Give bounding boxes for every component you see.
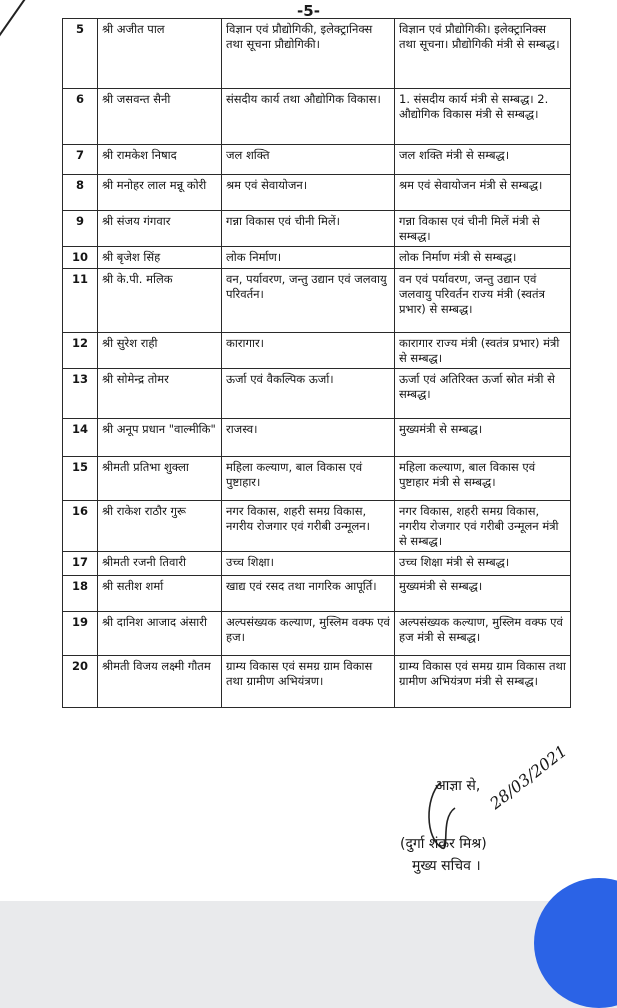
- minister-name-cell: श्रीमती रजनी तिवारी: [98, 552, 222, 576]
- minister-name-cell: श्रीमती विजय लक्ष्मी गौतम: [98, 656, 222, 708]
- table-row: [63, 247, 571, 269]
- table-row: [63, 552, 571, 576]
- attachment-remark-cell: अल्पसंख्यक कल्याण, मुस्लिम वक्फ एवं हज मंत्री से सम्बद्ध।: [395, 612, 571, 656]
- page-number: -5-: [297, 2, 320, 20]
- attachment-remark-cell: नगर विकास, शहरी समग्र विकास, नगरीय रोजगार एवं गरीबी उन्मूलन मंत्री से सम्बद्ध।: [395, 501, 571, 552]
- attachment-remark-cell: जल शक्ति मंत्री से सम्बद्ध।: [395, 145, 571, 175]
- attachment-remark-cell: 1. संसदीय कार्य मंत्री से सम्बद्ध। 2. औद्योगिक विकास मंत्री से सम्बद्ध।: [395, 89, 571, 145]
- department-cell: संसदीय कार्य तथा औद्योगिक विकास।: [222, 89, 395, 145]
- serial-number-cell: 14: [63, 419, 98, 457]
- minister-name-cell: श्री सतीश शर्मा: [98, 576, 222, 612]
- minister-name-cell: श्रीमती प्रतिभा शुक्ला: [98, 457, 222, 501]
- minister-name-cell: श्री सुरेश राही: [98, 333, 222, 369]
- serial-number-cell: 18: [63, 576, 98, 612]
- department-cell: कारागार।: [222, 333, 395, 369]
- minister-name-cell: श्री रामकेश निषाद: [98, 145, 222, 175]
- table-row: [63, 501, 571, 552]
- serial-number-cell: 16: [63, 501, 98, 552]
- attachment-remark-cell: श्रम एवं सेवायोजन मंत्री से सम्बद्ध।: [395, 175, 571, 211]
- attachment-remark-cell: ऊर्जा एवं अतिरिक्त ऊर्जा स्रोत मंत्री से सम्बद्ध।: [395, 369, 571, 419]
- serial-number-cell: 11: [63, 269, 98, 333]
- minister-name-cell: श्री के.पी. मलिक: [98, 269, 222, 333]
- serial-number-cell: 6: [63, 89, 98, 145]
- serial-number-cell: 7: [63, 145, 98, 175]
- department-cell: ग्राम्य विकास एवं समग्र ग्राम विकास तथा ग्रामीण अभियंत्रण।: [222, 656, 395, 708]
- attachment-remark-cell: लोक निर्माण मंत्री से सम्बद्ध।: [395, 247, 571, 269]
- attachment-remark-cell: उच्च शिक्षा मंत्री से सम्बद्ध।: [395, 552, 571, 576]
- serial-number-cell: 13: [63, 369, 98, 419]
- attachment-remark-cell: गन्ना विकास एवं चीनी मिलें मंत्री से सम्बद्ध।: [395, 211, 571, 247]
- attachment-remark-cell: मुख्यमंत्री से सम्बद्ध।: [395, 576, 571, 612]
- department-cell: खाद्य एवं रसद तथा नागरिक आपूर्ति।: [222, 576, 395, 612]
- table-row: [63, 333, 571, 369]
- serial-number-cell: 17: [63, 552, 98, 576]
- table-row: [63, 145, 571, 175]
- table-row: [63, 612, 571, 656]
- minister-name-cell: श्री जसवन्त सैनी: [98, 89, 222, 145]
- table-row: [63, 211, 571, 247]
- minister-name-cell: श्री दानिश आजाद अंसारी: [98, 612, 222, 656]
- department-cell: अल्पसंख्यक कल्याण, मुस्लिम वक्फ एवं हज।: [222, 612, 395, 656]
- serial-number-cell: 8: [63, 175, 98, 211]
- minister-attachment-table: [62, 18, 571, 708]
- serial-number-cell: 15: [63, 457, 98, 501]
- handwritten-date: 28/03/2021: [486, 741, 571, 813]
- minister-name-cell: श्री अजीत पाल: [98, 19, 222, 89]
- department-cell: ऊर्जा एवं वैकल्पिक ऊर्जा।: [222, 369, 395, 419]
- table-row: [63, 419, 571, 457]
- table-row: [63, 369, 571, 419]
- serial-number-cell: 20: [63, 656, 98, 708]
- signatory-name: (दुर्गा शंकर मिश्र): [400, 836, 487, 852]
- department-cell: महिला कल्याण, बाल विकास एवं पुष्टाहार।: [222, 457, 395, 501]
- department-cell: वन, पर्यावरण, जन्तु उद्यान एवं जलवायु परिवर्तन।: [222, 269, 395, 333]
- department-cell: नगर विकास, शहरी समग्र विकास, नगरीय रोजगार एवं गरीबी उन्मूलन।: [222, 501, 395, 552]
- table-row: [63, 175, 571, 211]
- serial-number-cell: 5: [63, 19, 98, 89]
- department-cell: विज्ञान एवं प्रौद्योगिकी, इलेक्ट्रानिक्स तथा सूचना प्रौद्योगिकी।: [222, 19, 395, 89]
- serial-number-cell: 9: [63, 211, 98, 247]
- department-cell: लोक निर्माण।: [222, 247, 395, 269]
- serial-number-cell: 19: [63, 612, 98, 656]
- attachment-remark-cell: ग्राम्य विकास एवं समग्र ग्राम विकास तथा ग्रामीण अभियंत्रण मंत्री से सम्बद्ध।: [395, 656, 571, 708]
- department-cell: श्रम एवं सेवायोजन।: [222, 175, 395, 211]
- minister-name-cell: श्री अनूप प्रधान "वाल्मीकि": [98, 419, 222, 457]
- table-row: [63, 576, 571, 612]
- signatory-designation: मुख्य सचिव ।: [412, 858, 481, 874]
- minister-name-cell: श्री संजय गंगवार: [98, 211, 222, 247]
- minister-name-cell: श्री सोमेन्द्र तोमर: [98, 369, 222, 419]
- table-row: [63, 19, 571, 89]
- attachment-remark-cell: वन एवं पर्यावरण, जन्तु उद्यान एवं जलवायु परिवर्तन राज्य मंत्री (स्वतंत्र प्रभार) से सम्बद्ध।: [395, 269, 571, 333]
- attachment-remark-cell: महिला कल्याण, बाल विकास एवं पुष्टाहार मंत्री से सम्बद्ध।: [395, 457, 571, 501]
- table-row: [63, 89, 571, 145]
- minister-name-cell: श्री राकेश राठौर गुरू: [98, 501, 222, 552]
- table-row: [63, 269, 571, 333]
- serial-number-cell: 12: [63, 333, 98, 369]
- serial-number-cell: 10: [63, 247, 98, 269]
- minister-name-cell: श्री बृजेश सिंह: [98, 247, 222, 269]
- attachment-remark-cell: मुख्यमंत्री से सम्बद्ध।: [395, 419, 571, 457]
- table-row: [63, 656, 571, 708]
- attachment-remark-cell: विज्ञान एवं प्रौद्योगिकी। इलेक्ट्रानिक्स तथा सूचना। प्रौद्योगिकी मंत्री से सम्बद्ध।: [395, 19, 571, 89]
- department-cell: जल शक्ति: [222, 145, 395, 175]
- attachment-remark-cell: कारागार राज्य मंत्री (स्वतंत्र प्रभार) मंत्री से सम्बद्ध।: [395, 333, 571, 369]
- department-cell: गन्ना विकास एवं चीनी मिलें।: [222, 211, 395, 247]
- signature-block: [380, 741, 610, 898]
- department-cell: राजस्व।: [222, 419, 395, 457]
- order-by-text: आज्ञा से,: [435, 778, 481, 794]
- minister-name-cell: श्री मनोहर लाल मन्नू कोरी: [98, 175, 222, 211]
- table-row: [63, 457, 571, 501]
- department-cell: उच्च शिक्षा।: [222, 552, 395, 576]
